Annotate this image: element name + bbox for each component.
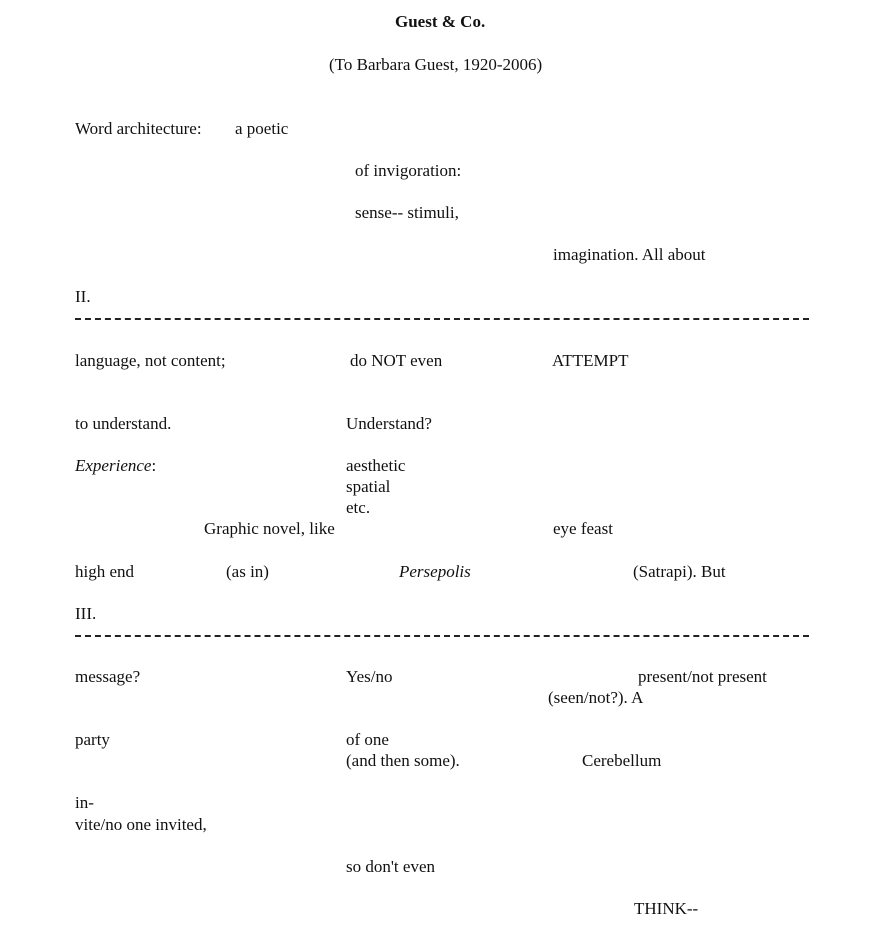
poem-line: aesthetic xyxy=(346,456,406,475)
poem-line: party xyxy=(75,730,110,749)
section-heading: III. xyxy=(75,604,97,623)
poem-line: sense-- stimuli, xyxy=(355,203,459,222)
poem-line: (as in) xyxy=(226,562,269,581)
dedication: (To Barbara Guest, 1920-2006) xyxy=(329,55,543,74)
poem-line: message? xyxy=(75,667,141,686)
page-title: Guest & Co. xyxy=(395,12,486,31)
poem-line: high end xyxy=(75,562,135,581)
poem-line: (seen/not?). A xyxy=(548,688,644,707)
poem-line: of invigoration: xyxy=(355,161,462,180)
poem-line: THINK-- xyxy=(634,899,699,918)
poem-line: Graphic novel, like xyxy=(204,519,335,538)
poem-line: vite/no one invited, xyxy=(75,815,207,834)
poem-line: of one xyxy=(346,730,389,749)
poem-line: spatial xyxy=(346,477,391,496)
poem-line: Understand? xyxy=(346,414,432,433)
punctuation: : xyxy=(151,456,157,475)
poem-line: in- xyxy=(75,793,94,812)
poem-line: Cerebellum xyxy=(582,751,662,770)
poem-line: a poetic xyxy=(235,119,289,138)
poem-line: imagination. All about xyxy=(553,245,706,264)
poem-line: (and then some). xyxy=(346,751,460,770)
poem-line: Persepolis xyxy=(399,562,471,581)
section-heading: II. xyxy=(75,287,91,306)
poem-line: so don't even xyxy=(346,857,435,876)
poem-line: to understand. xyxy=(75,414,172,433)
poem-line: Word architecture: xyxy=(75,119,202,138)
poem-line: (Satrapi). But xyxy=(633,562,726,581)
poem-line: etc. xyxy=(346,498,371,517)
poem-line: do NOT even xyxy=(350,351,443,370)
section-divider xyxy=(75,318,809,320)
poem-line: eye feast xyxy=(553,519,613,538)
poem-line xyxy=(75,455,156,476)
poem-line: ATTEMPT xyxy=(552,351,629,370)
emphasis: Experience xyxy=(75,456,152,475)
poem-line: Yes/no xyxy=(346,667,393,686)
section-divider xyxy=(75,635,809,637)
poem-line: language, not content; xyxy=(75,351,226,370)
poem-line: present/not present xyxy=(638,667,767,686)
